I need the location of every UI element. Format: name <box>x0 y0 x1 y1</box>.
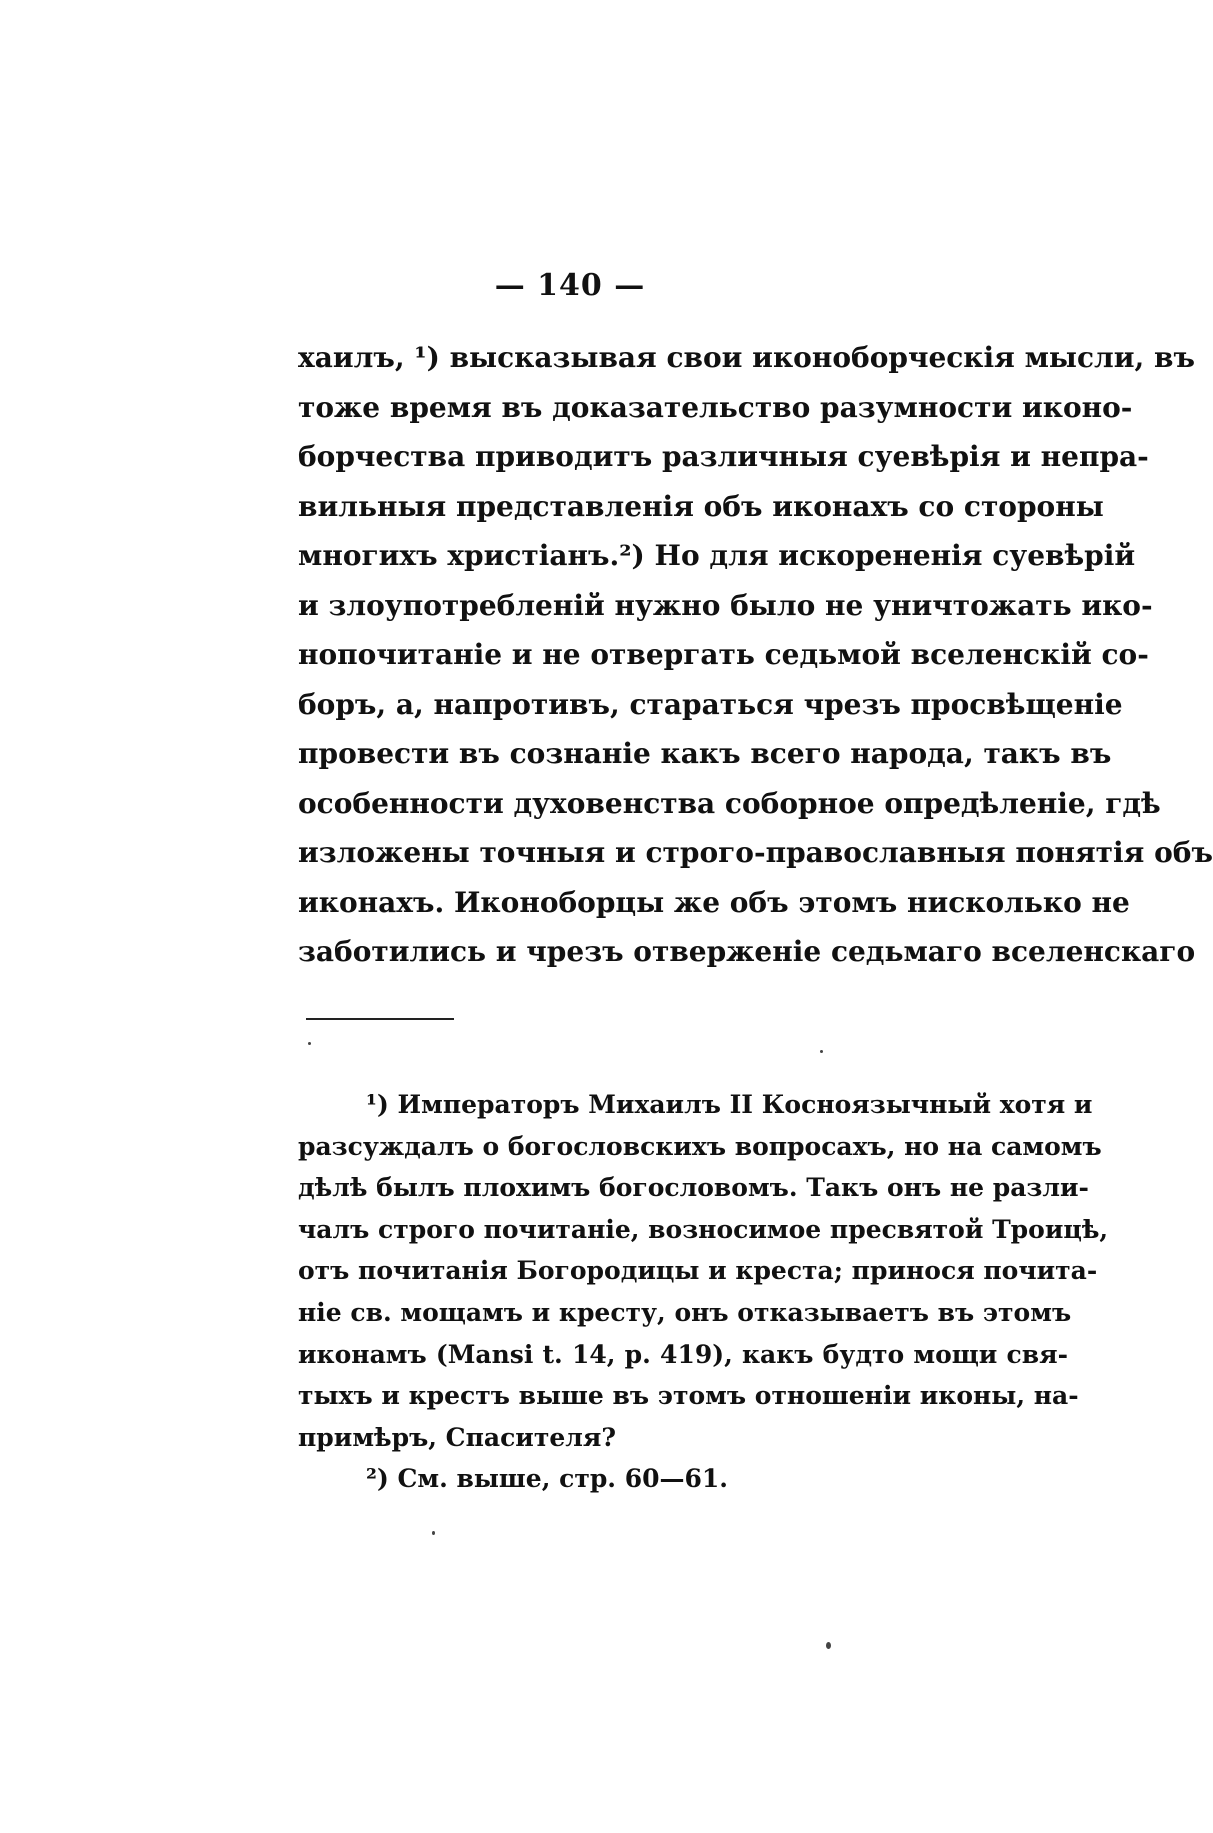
text-line: борчества приводитъ различныя суевѣрія и непра- <box>298 440 1149 473</box>
footnote-1-line: отъ почитанія Богородицы и креста; принося почита- <box>298 1256 1098 1286</box>
footnote-1-line: ¹) Императоръ Михаилъ II Косноязычный хотя и <box>366 1090 1093 1119</box>
text-line: хаилъ, ¹) высказывая свои иконоборческія мысли, въ <box>298 341 1195 374</box>
text-line: нопочитаніе и не отвергать седьмой вселенскій со- <box>298 638 1149 671</box>
print-speck <box>826 1642 831 1649</box>
text-line: изложены точныя и строго-православныя понятія объ <box>298 836 1213 869</box>
footnote-1-line: тыхъ и крестъ выше въ этомъ отношеніи иконы, на- <box>298 1381 1079 1411</box>
print-speck <box>308 1042 311 1045</box>
footnote-1-line: ніе св. мощамъ и кресту, онъ отказываетъ въ этомъ <box>298 1297 1072 1327</box>
text-line: заботились и чрезъ отверженіе седьмаго вселенскаго <box>298 935 1196 968</box>
text-line: и злоупотребленій нужно было не уничтожать ико- <box>298 588 1153 622</box>
text-line: вильныя представленія объ иконахъ со стороны <box>298 489 1104 523</box>
footnote-divider <box>306 1018 454 1020</box>
text-line: иконахъ. Иконоборцы же объ этомъ нисколько не <box>298 885 1130 919</box>
footnote-1-line: разсуждалъ о богословскихъ вопросахъ, но на самомъ <box>298 1131 1102 1161</box>
text-line: многихъ христіанъ.²) Но для искорененія суевѣрій <box>298 539 1136 572</box>
page-number: — 140 — <box>494 268 646 303</box>
footnote-1-line: дѣлѣ былъ плохимъ богословомъ. Такъ онъ не разли- <box>298 1173 1089 1203</box>
footnote-2-line: ²) См. выше, стр. 60—61. <box>366 1464 728 1494</box>
text-line: провести въ сознаніе какъ всего народа, такъ въ <box>298 737 1112 770</box>
footnote-1-line: иконамъ (Mansi t. 14, p. 419), какъ будто мощи свя- <box>298 1339 1068 1369</box>
footnote-1-line: чалъ строго почитаніе, возносимое пресвятой Троицѣ, <box>298 1214 1109 1244</box>
text-line: особенности духовенства соборное опредѣленіе, гдѣ <box>298 786 1161 820</box>
footnotes-block <box>298 1084 1109 1500</box>
main-text-block <box>298 333 1213 977</box>
footnote-1-line: примѣръ, Спасителя? <box>298 1422 616 1452</box>
print-speck <box>820 1050 823 1053</box>
text-line: боръ, а, напротивъ, стараться чрезъ просвѣщеніе <box>298 687 1123 721</box>
text-line: тоже время въ доказательство разумности иконо- <box>298 390 1133 424</box>
print-speck <box>432 1531 435 1535</box>
